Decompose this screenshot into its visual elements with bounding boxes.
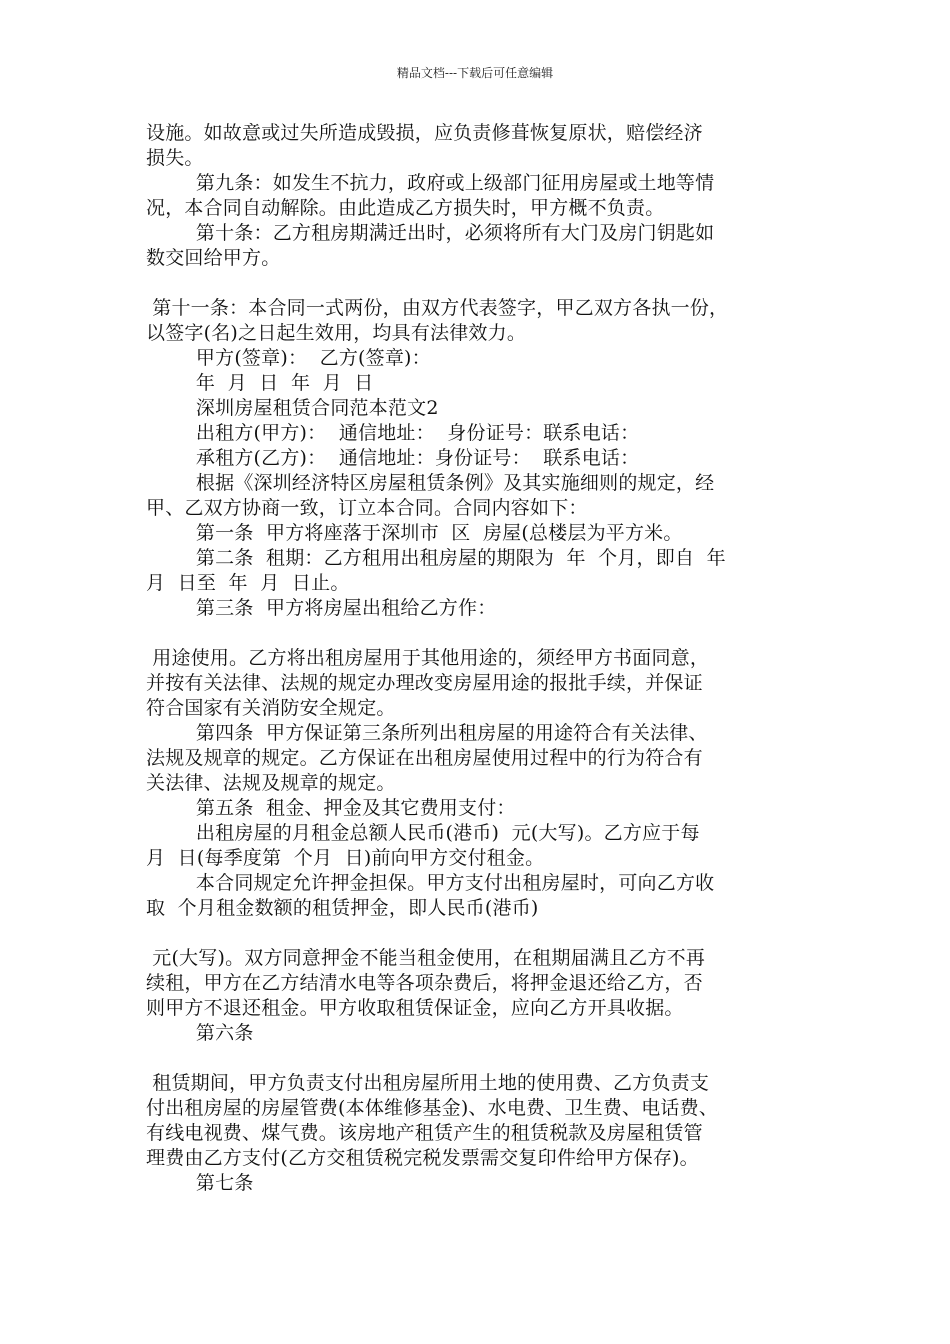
text-line: 第一条 甲方将座落于深圳市 区 房屋(总楼层为平方米。 bbox=[146, 522, 683, 544]
text-line: 付出租房屋的房屋管费(本体维修基金)、水电费、卫生费、电话费、 bbox=[146, 1097, 719, 1119]
text-line: 月 日(每季度第 个月 日)前向甲方交付租金。 bbox=[146, 847, 545, 869]
text-line: 则甲方不退还租金。甲方收取租赁保证金，应向乙方开具收据。 bbox=[146, 997, 684, 1019]
text-line: 第六条 bbox=[146, 1022, 254, 1044]
text-line: 数交回给甲方。 bbox=[146, 247, 281, 269]
text-line: 第九条：如发生不抗力，政府或上级部门征用房屋或土地等情 bbox=[146, 172, 715, 194]
text-line: 第三条 甲方将房屋出租给乙方作： bbox=[146, 597, 497, 619]
blank-line bbox=[146, 271, 816, 296]
text-line: 况，本合同自动解除。由此造成乙方损失时，甲方概不负责。 bbox=[146, 197, 665, 219]
text-line: 元(大写)。双方同意押金不能当租金使用，在租期届满且乙方不再 bbox=[146, 947, 706, 969]
text-line: 第十一条：本合同一式两份，由双方代表签字，甲乙双方各执一份， bbox=[146, 297, 729, 319]
blank-line bbox=[146, 621, 816, 646]
text-line: 续租，甲方在乙方结清水电等各项杂费后，将押金退还给乙方，否 bbox=[146, 972, 703, 994]
text-line: 甲方(签章)： 乙方(签章)： bbox=[146, 347, 431, 369]
text-line: 损失。 bbox=[146, 147, 204, 169]
text-line: 设施。如故意或过失所造成毁损，应负责修葺恢复原状，赔偿经济 bbox=[146, 122, 703, 144]
text-line: 法规及规章的规定。乙方保证在出租房屋使用过程中的行为符合有 bbox=[146, 747, 703, 769]
text-line: 理费由乙方支付(乙方交租赁税完税发票需交复印件给甲方保存)。 bbox=[146, 1147, 699, 1169]
text-line: 本合同规定允许押金担保。甲方支付出租房屋时，可向乙方收 bbox=[146, 872, 715, 894]
text-line: 用途使用。乙方将出租房屋用于其他用途的，须经甲方书面同意， bbox=[146, 647, 710, 669]
document-body bbox=[146, 121, 816, 1196]
text-line: 并按有关法律、法规的规定办理改变房屋用途的报批手续，并保证 bbox=[146, 672, 703, 694]
text-line: 取 个月租金数额的租赁押金，即人民币(港币) bbox=[146, 897, 539, 919]
text-line: 承租方(乙方)： 通信地址：身份证号： 联系电话： bbox=[146, 447, 640, 469]
text-line: 关法律、法规及规章的规定。 bbox=[146, 772, 396, 794]
text-line: 第四条 甲方保证第三条所列出租房屋的用途符合有关法律、 bbox=[146, 722, 708, 744]
text-line: 有线电视费、煤气费。该房地产租赁产生的租赁税款及房屋租赁管 bbox=[146, 1122, 703, 1144]
text-line: 第二条 租期：乙方租用出租房屋的期限为 年 个月，即自 年 bbox=[146, 547, 726, 569]
text-line: 甲、乙双方协商一致，订立本合同。合同内容如下： bbox=[146, 497, 588, 519]
text-line: 第七条 bbox=[146, 1172, 254, 1194]
text-line: 出租房屋的月租金总额人民币(港币) 元(大写)。乙方应于每 bbox=[146, 822, 700, 844]
text-line: 深圳房屋租赁合同范本范文2 bbox=[146, 397, 439, 419]
blank-line bbox=[146, 1046, 816, 1071]
text-line: 第五条 租金、押金及其它费用支付： bbox=[146, 797, 516, 819]
text-line: 第十条：乙方租房期满迁出时，必须将所有大门及房门钥匙如 bbox=[146, 222, 715, 244]
text-line: 以签字(名)之日起生效用，均具有法律效力。 bbox=[146, 322, 527, 344]
text-line: 出租方(甲方)： 通信地址： 身份证号：联系电话： bbox=[146, 422, 640, 444]
blank-line bbox=[146, 921, 816, 946]
document-header: 精品文档---下载后可任意编辑 bbox=[396, 66, 554, 80]
text-line: 租赁期间，甲方负责支付出租房屋所用土地的使用费、乙方负责支 bbox=[146, 1072, 710, 1094]
text-line: 年 月 日 年 月 日 bbox=[146, 372, 374, 394]
text-line: 符合国家有关消防安全规定。 bbox=[146, 697, 396, 719]
text-line: 月 日至 年 月 日止。 bbox=[146, 572, 350, 594]
text-line: 根据《深圳经济特区房屋租赁条例》及其实施细则的规定，经 bbox=[146, 472, 715, 494]
